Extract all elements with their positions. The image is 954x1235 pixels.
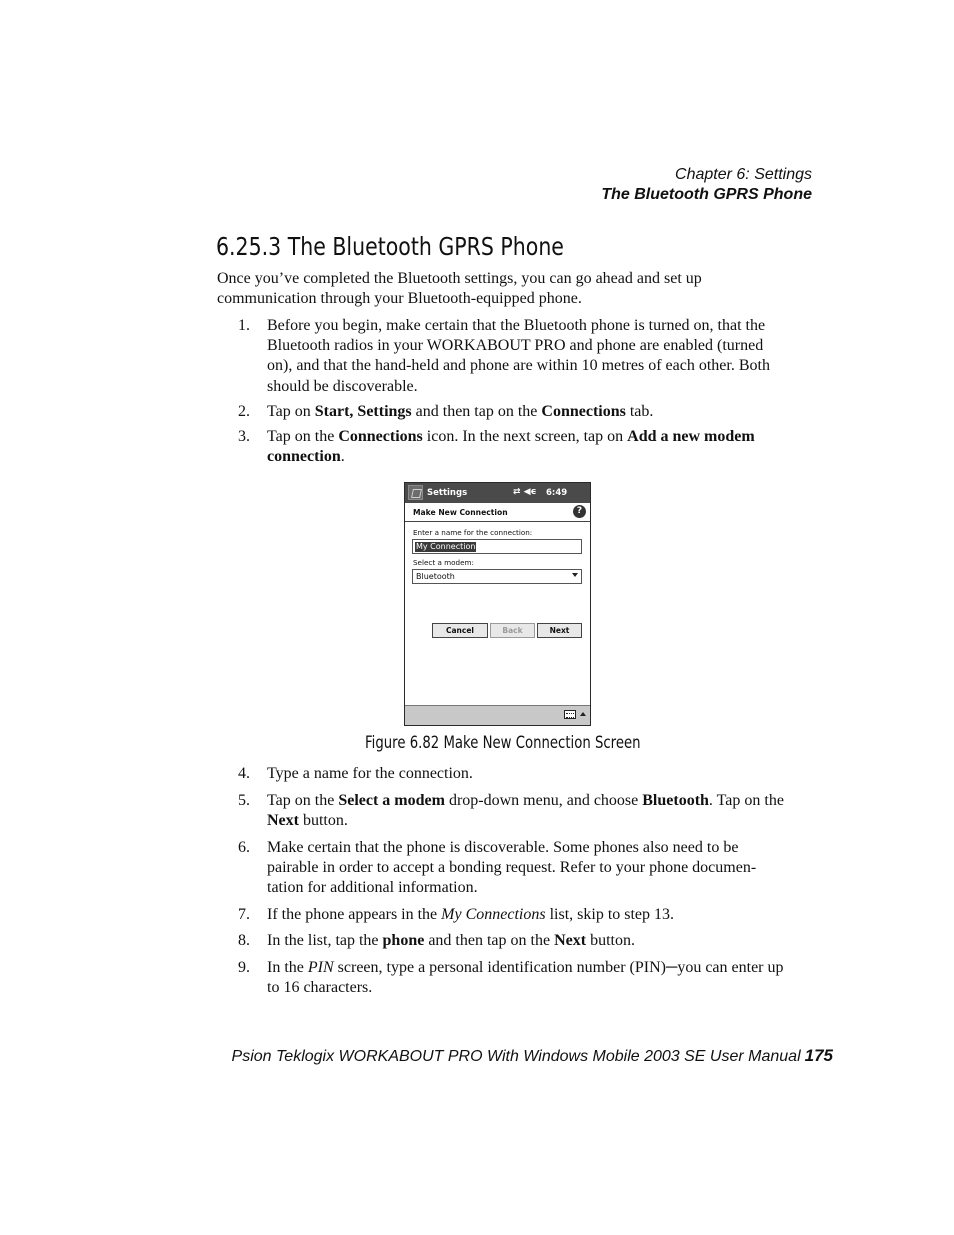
list-number: 3.	[238, 428, 250, 445]
section-title: 6.25.3 The Bluetooth GPRS Phone	[216, 232, 564, 261]
list-text: Type a name for the connection.	[267, 765, 473, 782]
footer-text: Psion Teklogix WORKABOUT PRO With Windows Mobile 2003 SE User Manual	[231, 1048, 801, 1065]
intro-paragraph: Once you’ve completed the Bluetooth settings, you can go ahead and set up communication through your Bluetooth-equipped phone.	[217, 270, 702, 308]
list-number: 7.	[238, 906, 250, 923]
cancel-button[interactable]: Cancel	[432, 623, 488, 638]
list-text: In the PIN screen, type a personal identification number (PIN)─you can enter up to 16 characters.	[267, 959, 784, 997]
start-menu-icon[interactable]	[408, 485, 423, 500]
chevron-down-icon[interactable]	[572, 573, 578, 577]
list-text: If the phone appears in the My Connections list, skip to step 13.	[267, 906, 675, 923]
connection-name-input[interactable]	[412, 539, 582, 554]
connection-name-value: My Connection	[416, 542, 476, 551]
title-bar	[405, 483, 590, 503]
help-icon[interactable]: ?	[573, 505, 586, 518]
chevron-up-icon[interactable]	[580, 712, 586, 716]
app-title: Settings	[427, 488, 468, 498]
page-footer	[232, 1046, 833, 1066]
modem-select[interactable]	[412, 569, 582, 584]
menu-bar	[405, 705, 590, 725]
list-number: 1.	[238, 317, 250, 334]
modem-selected-value: Bluetooth	[416, 572, 455, 581]
keyboard-icon[interactable]	[564, 710, 576, 719]
connection-name-label: Enter a name for the connection:	[413, 528, 533, 537]
list-number: 9.	[238, 959, 250, 976]
running-header-section: The Bluetooth GPRS Phone	[601, 186, 812, 203]
clock[interactable]: 6:49	[546, 488, 568, 498]
figure-caption: Figure 6.82 Make New Connection Screen	[365, 733, 641, 753]
list-number: 4.	[238, 765, 250, 782]
page-number: 175	[804, 1046, 833, 1065]
next-button[interactable]: Next	[537, 623, 582, 638]
connectivity-volume-icon[interactable]: ⇄ ◀ϵ	[513, 487, 537, 497]
page-title: Make New Connection	[413, 508, 508, 517]
list-text: Tap on Start, Settings and then tap on the Connections tab.	[267, 403, 654, 420]
list-number: 8.	[238, 932, 250, 949]
list-text: In the list, tap the phone and then tap on the Next button.	[267, 932, 635, 949]
device-screenshot	[404, 482, 591, 726]
list-text: Make certain that the phone is discoverable. Some phones also need to be pairable in order to accept a bonding request. Refer to your phone documen-tation for additional information.	[267, 839, 757, 897]
list-number: 6.	[238, 839, 250, 856]
list-text: Before you begin, make certain that the Bluetooth phone is turned on, that the Bluetooth radios in your WORKABOUT PRO and phone are enabled (turned on), and that the hand-held and phone are within 10 metres of each other. Both should be discoverable.	[267, 317, 770, 395]
modem-label: Select a modem:	[413, 558, 474, 567]
back-button[interactable]: Back	[490, 623, 535, 638]
list-text: Tap on the Select a modem drop-down menu, and choose Bluetooth. Tap on the Next button.	[267, 792, 784, 830]
list-number: 2.	[238, 403, 250, 420]
running-header-chapter: Chapter 6: Settings	[675, 166, 812, 183]
page-header	[405, 503, 590, 522]
list-text: Tap on the Connections icon. In the next screen, tap on Add a new modem connection.	[267, 428, 755, 466]
list-number: 5.	[238, 792, 250, 809]
